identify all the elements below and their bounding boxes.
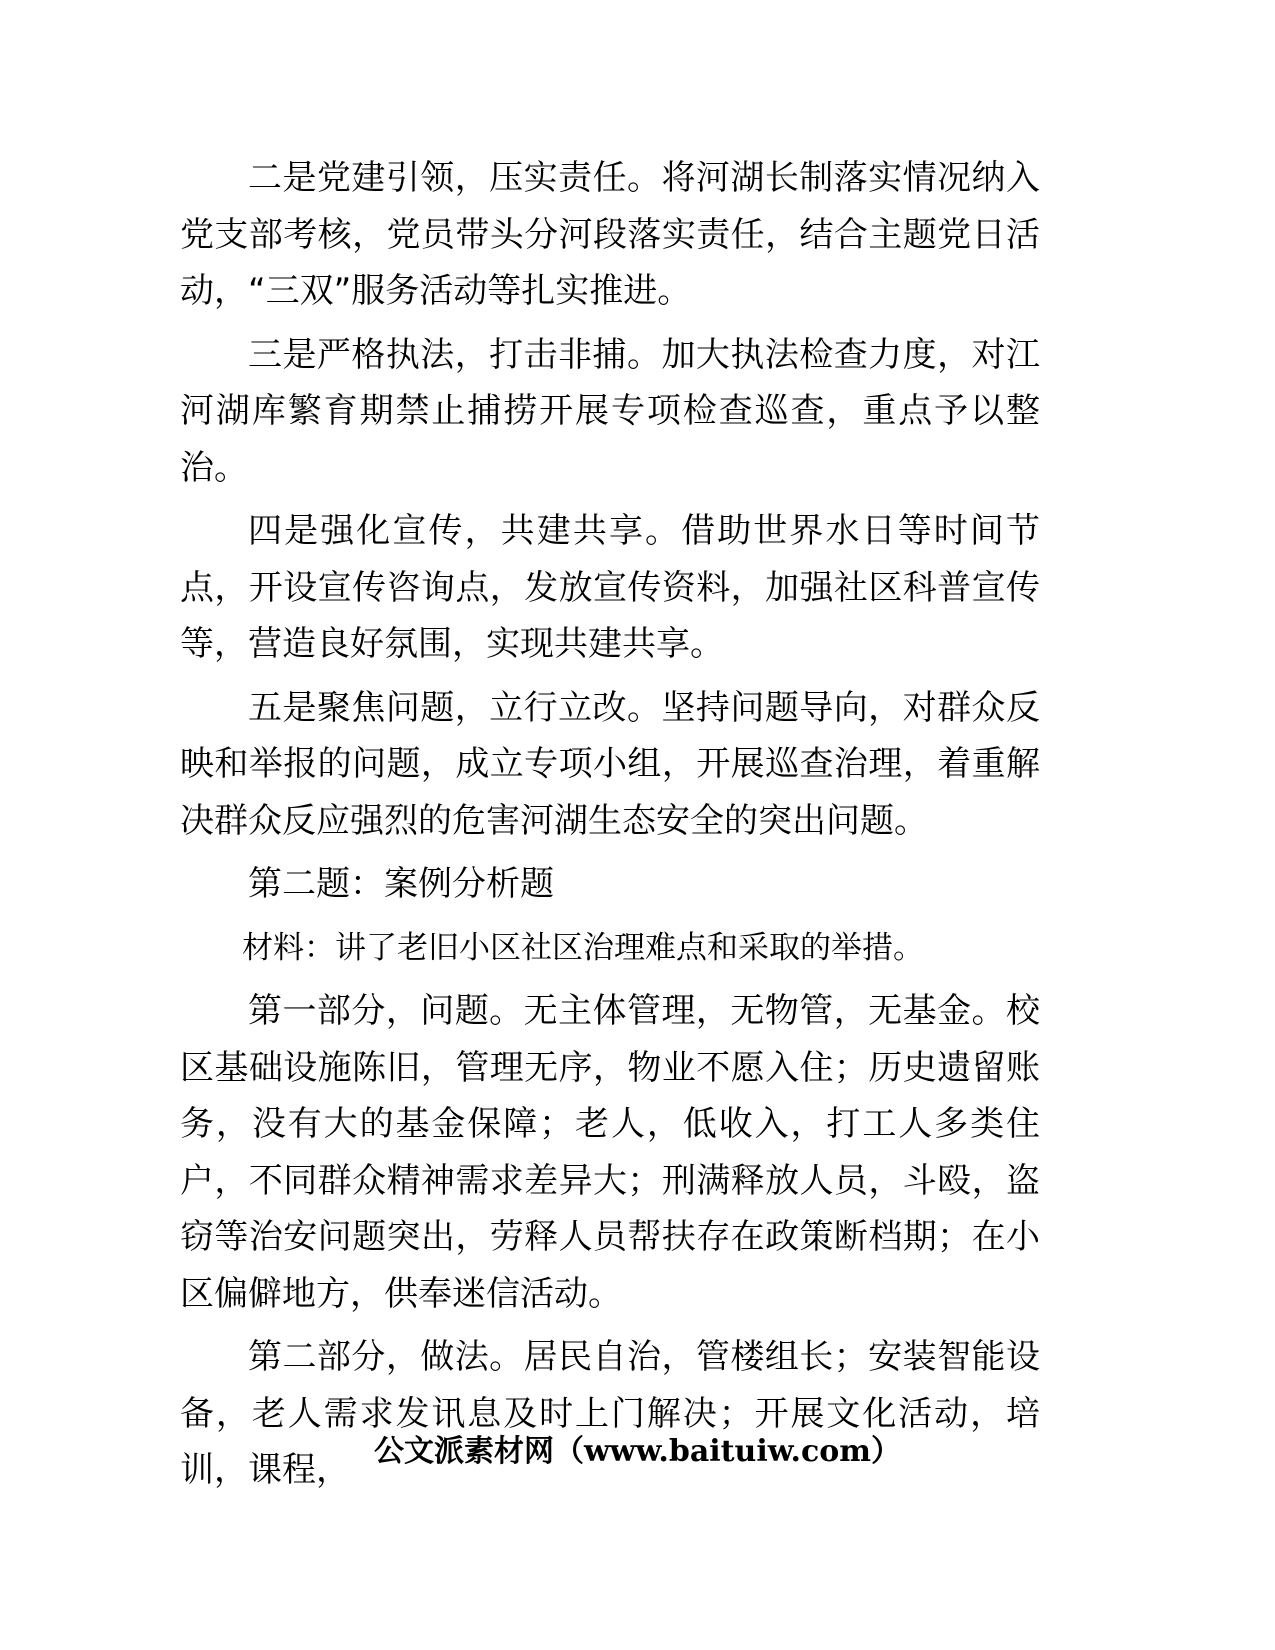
paragraph-publicity: 四是强化宣传，共建共享。借助世界水日等时间节点，开设宣传咨询点，发放宣传资料，加强社区科普宣传等，营造良好氛围，实现共建共享。 — [180, 511, 1040, 664]
paragraph-party-building: 二是党建引领，压实责任。将河湖长制落实情况纳入党支部考核，党员带头分河段落实责任，结合主题党日活动，“三双”服务活动等扎实推进。 — [180, 158, 1040, 311]
paragraph-law-enforcement: 三是严格执法，打击非捕。加大执法检查力度，对江河湖库繁育期禁止捕捞开展专项检查巡查，重点予以整治。 — [180, 334, 1040, 488]
section-heading-question-two: 第二题：案例分析题 — [248, 864, 554, 904]
paragraph-material: 材料：讲了老旧小区社区治理难点和采取的举措。 — [242, 929, 924, 966]
footer-watermark: 公文派素材网（www.baituiw.com） — [373, 1434, 902, 1469]
document-body — [180, 150, 1040, 1506]
paragraph-problem-focus: 五是聚焦问题，立行立改。坚持问题导向，对群众反映和举报的问题，成立专项小组，开展巡查治理，着重解决群众反应强烈的危害河湖生态安全的突出问题。 — [180, 687, 1040, 841]
paragraph-part-one-problems: 第一部分，问题。无主体管理，无物管，无基金。校区基础设施陈旧，管理无序，物业不愿入住；历史遗留账务，没有大的基金保障；老人，低收入，打工人多类住户，不同群众精神需求差异大；刑满释放人员，斗殴，盗窃等治安问题突出，劳释人员帮扶存在政策断档期；在小区偏僻地方，供奉迷信活动。 — [180, 991, 1040, 1314]
paragraph-part-two-measures: 第二部分，做法。居民自治，管楼组长；安装智能设备，老人需求发讯息及时上门解决；开展文化活动，培训，课程， — [180, 1337, 1040, 1490]
